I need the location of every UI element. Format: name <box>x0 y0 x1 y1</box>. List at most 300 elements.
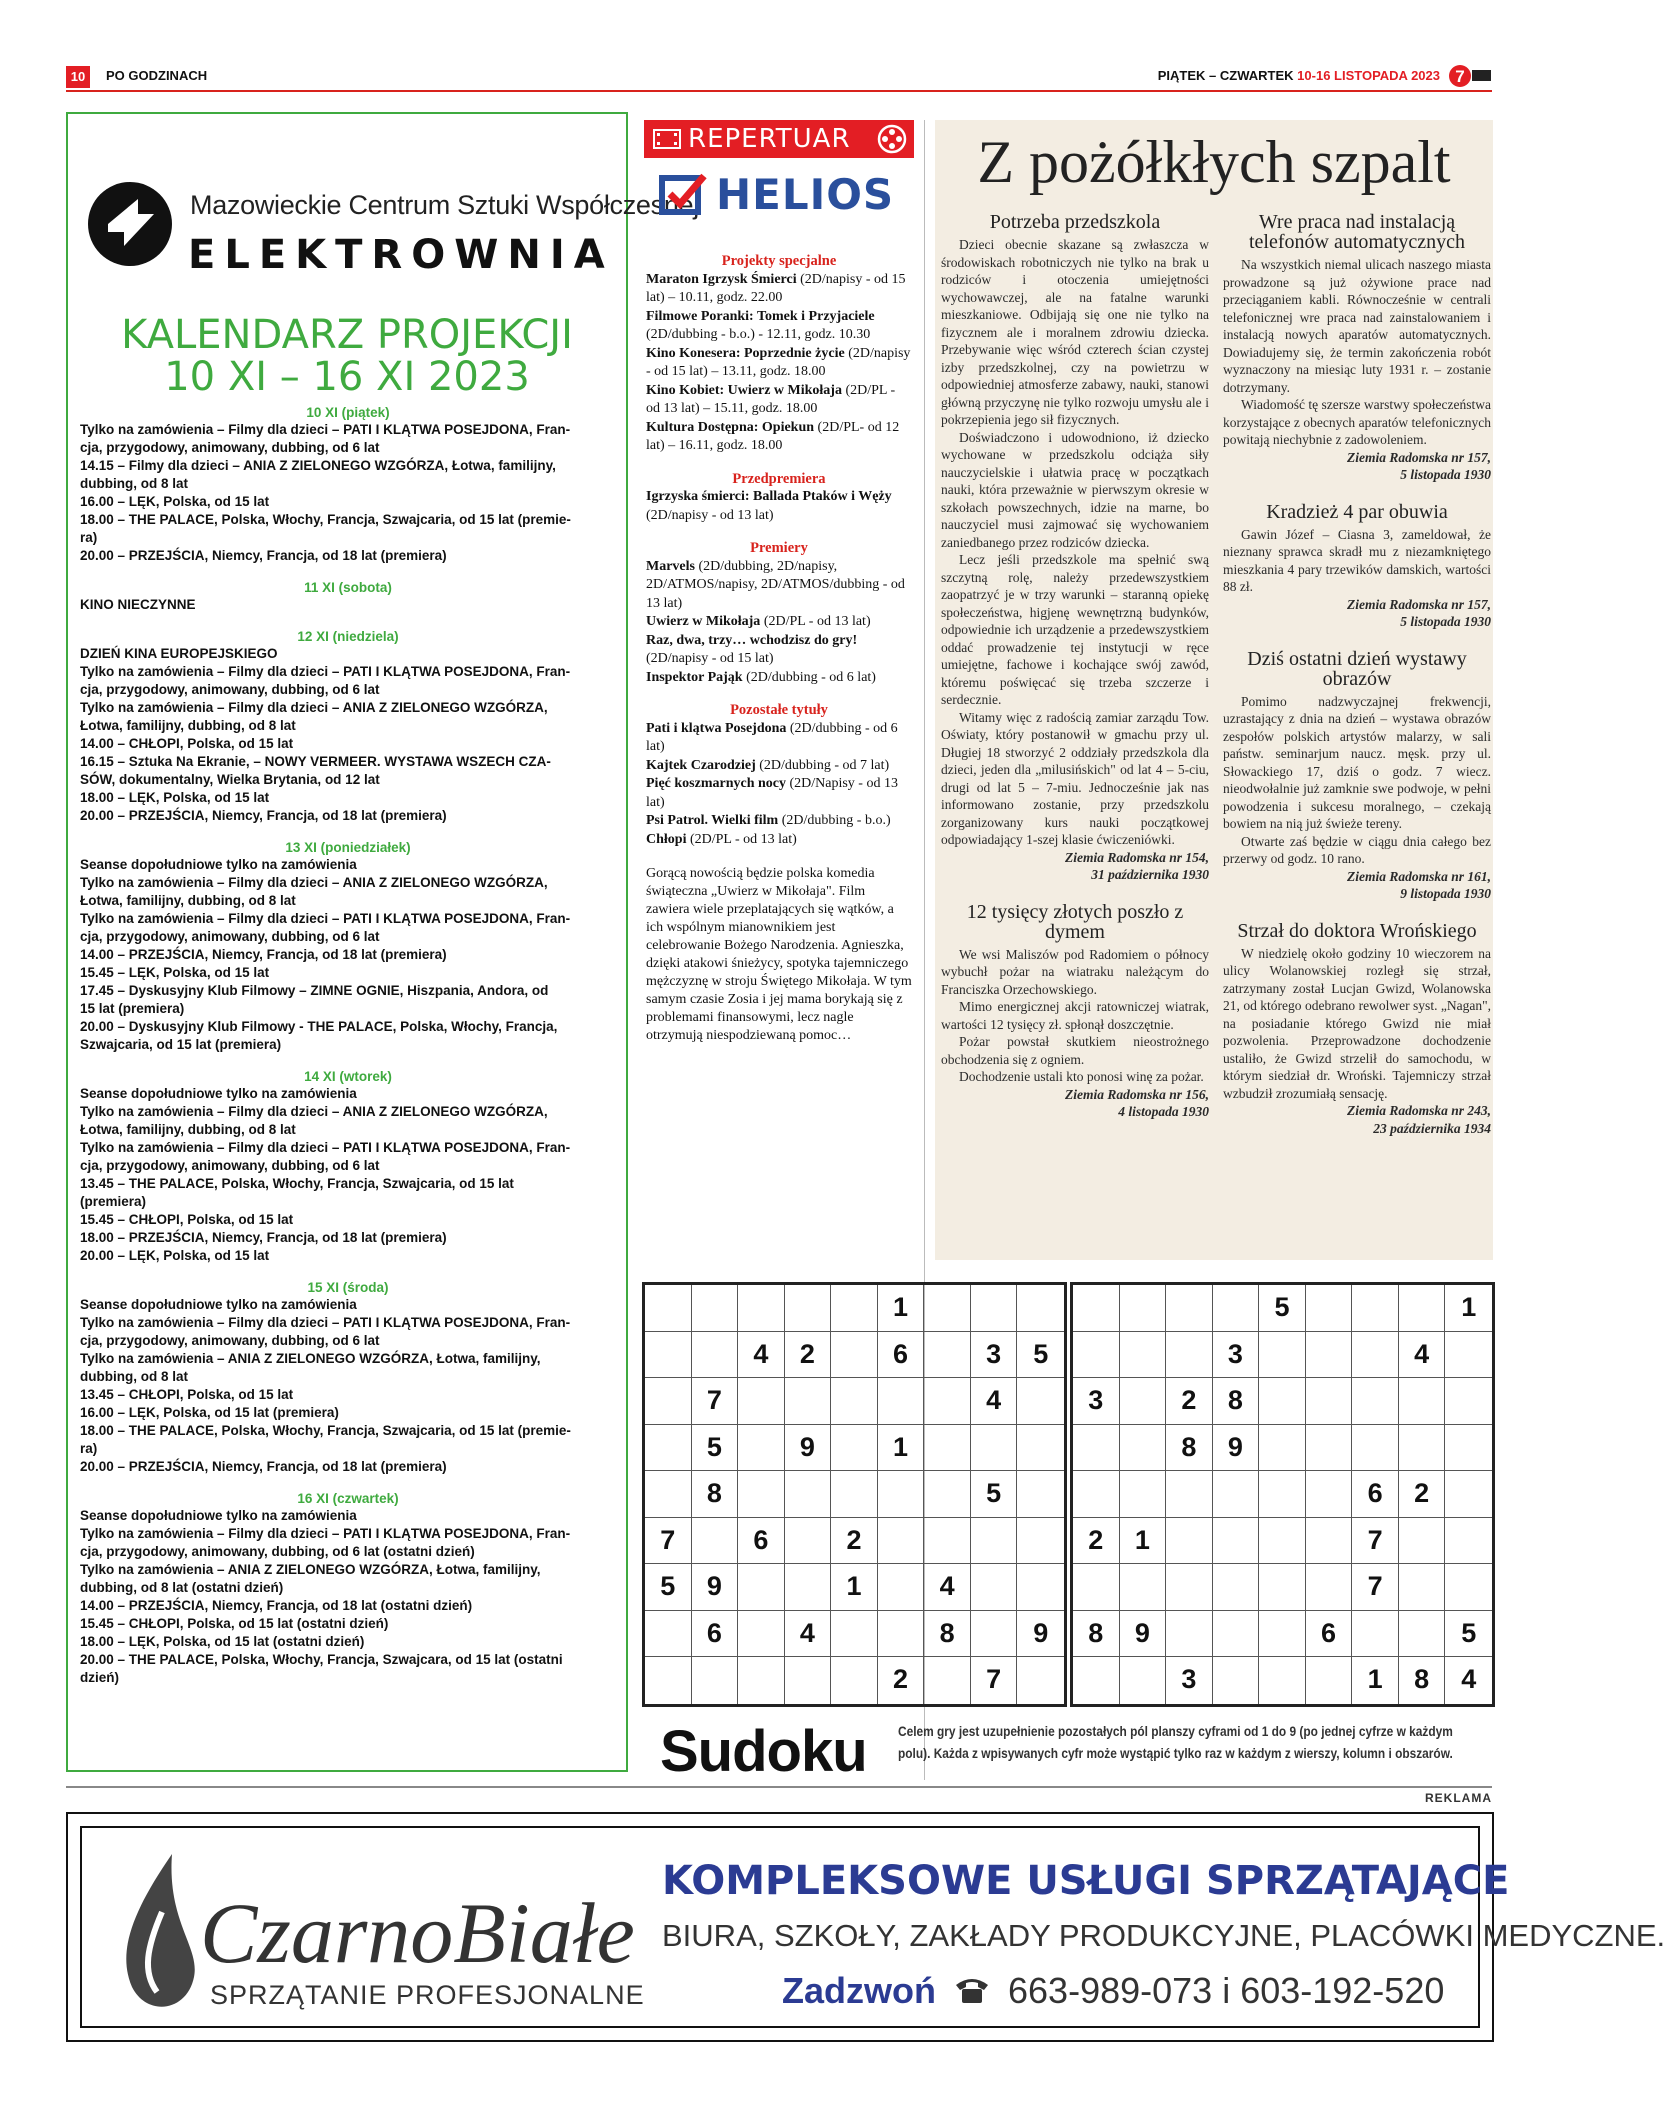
screening-line: 18.00 – THE PALACE, Polska, Włochy, Francja, Szwajcaria, od 15 lat (premie- <box>80 1423 571 1438</box>
sudoku-cell[interactable] <box>1259 1425 1306 1472</box>
movie-info: (2D/napisy - od 15 lat) <box>646 651 774 666</box>
sudoku-cell[interactable] <box>785 1564 832 1611</box>
sudoku-cell[interactable] <box>878 1611 925 1658</box>
screening-line: 14.00 – PRZEJŚCIA, Niemcy, Francja, od 18 lat (premiera) <box>80 947 447 962</box>
movie-title: Psi Patrol. Wielki film <box>646 813 779 828</box>
screening-line: Łotwa, familijny, dubbing, od 8 lat <box>80 893 296 908</box>
sudoku-cell[interactable] <box>692 1332 739 1379</box>
sudoku-cell[interactable] <box>1073 1425 1120 1472</box>
article-paragraph: Dzieci obecnie skazane są zwłaszcza w środowiskach robotniczych nie tylko na brak u rodziców i otoczenia umiejętności wychowawczej, ale na fatalne warunki mieszkaniowe. Odbijają się one nie tylko na fizycznem ale i moralnem zdrowiu dziecka. Przebywanie więc wśród czterech ścian czystej izby przedszkolnej, czy na powietrzu w odpowiedniej atmosferze zabawy, nauki, stanowi główną przyczynę nie tylko rozwoju umysłu ale i pokrzepienia jego sił fizycznych. <box>941 237 1209 427</box>
sudoku-cell[interactable] <box>971 1285 1018 1332</box>
sudoku-cell[interactable] <box>1306 1657 1353 1704</box>
sudoku-cell[interactable]: 7 <box>645 1518 692 1565</box>
sudoku-cell[interactable] <box>1445 1471 1492 1518</box>
sudoku-cell[interactable] <box>1306 1564 1353 1611</box>
sudoku-cell[interactable] <box>1259 1564 1306 1611</box>
sudoku-cell[interactable] <box>1259 1471 1306 1518</box>
calendar-title: KALENDARZ PROJEKCJI 10 XI – 16 XI 2023 <box>121 312 573 400</box>
sudoku-cell[interactable]: 4 <box>971 1378 1018 1425</box>
article-source <box>941 849 1209 884</box>
film-reel-icon <box>876 123 908 155</box>
screening-line: 15.45 – LĘK, Polska, od 15 lat <box>80 965 270 980</box>
movie-title: Igrzyska śmierci: Ballada Ptaków i Węży <box>646 489 892 504</box>
source-line: Ziemia Radomska nr 161, <box>1346 868 1491 884</box>
sudoku-cell[interactable] <box>1445 1332 1492 1379</box>
sudoku-cell[interactable]: 2 <box>1399 1471 1446 1518</box>
sudoku-rules: Celem gry jest uzupełnienie pozostałych pól planszy cyframi od 1 do 9 (po jednej cyfrze w każdym polu). Każda z wpisywanych cyfr może wystąpić tylko raz w każdym z wierszy, kolumn i obszarów. <box>898 1723 1453 1761</box>
screening-line: DZIEŃ KINA EUROPEJSKIEGO <box>80 646 278 661</box>
movie-title: Filmowe Poranki: Tomek i Przyjaciele <box>646 308 875 324</box>
article-heading: 12 tysięcy złotych poszło z dymem <box>966 900 1184 943</box>
screening-line: Seanse dopołudniowe tylko na zamówienia <box>80 1086 357 1101</box>
sudoku-cell[interactable] <box>1352 1425 1399 1472</box>
sudoku-cell[interactable]: 1 <box>1352 1657 1399 1704</box>
sudoku-cell[interactable] <box>785 1518 832 1565</box>
sudoku-cell[interactable] <box>1073 1471 1120 1518</box>
screening-line: ra) <box>80 1441 98 1456</box>
sudoku-cell[interactable] <box>738 1611 785 1658</box>
sudoku-cell[interactable]: 6 <box>692 1611 739 1658</box>
sudoku-cell[interactable] <box>1213 1285 1260 1332</box>
movie-info: (2D/dubbing - od 7 lat) <box>755 757 890 773</box>
sudoku-cell[interactable] <box>924 1332 971 1379</box>
sudoku-cell[interactable] <box>878 1564 925 1611</box>
article-paragraph: Wiadomość tę szersze warstwy społeczeństwa korzystające z obecnych aparatów telefonicznych powitają niechybnie z zadowoleniem. <box>1223 397 1491 447</box>
article-paragraph: Gawin Józef – Ciasna 3, zameldował, że nieznany sprawca skradł mu z niezamkniętego mieszkania 4 pary trzewików damskich, wartości 88 zł. <box>1223 526 1491 594</box>
sudoku-cell[interactable]: 9 <box>692 1564 739 1611</box>
source-line: 9 listopada 1930 <box>1400 886 1491 901</box>
movie-info: (2D/napisy - od 15 lat) – 10.11, godz. 22.00 <box>646 271 906 305</box>
sudoku-cell[interactable] <box>1213 1657 1260 1704</box>
movie-title: Pięć koszmarnych nocy <box>646 776 786 791</box>
sudoku-cell[interactable] <box>924 1285 971 1332</box>
movie-title: Kino Konesera: Poprzednie życie <box>646 345 845 361</box>
screening-line: Łotwa, familijny, dubbing, od 8 lat <box>80 718 296 733</box>
screening-line: cja, przygodowy, animowany, dubbing, od 6 lat <box>80 682 380 697</box>
day-heading: 16 XI (czwartek) <box>297 1491 399 1506</box>
sudoku-cell[interactable]: 3 <box>1073 1378 1120 1425</box>
advertisement <box>66 1812 1665 2042</box>
source-line: Ziemia Radomska nr 154, <box>1064 849 1209 865</box>
sudoku-cell[interactable]: 7 <box>971 1657 1018 1704</box>
screening-line: 15 lat (premiera) <box>80 1001 185 1016</box>
sudoku-cell[interactable]: 8 <box>1399 1657 1446 1704</box>
screening-line: 16.15 – Sztuka Na Ekranie, – NOWY VERMEER. WYSTAWA WSZECH CZA- <box>80 754 551 769</box>
sudoku-cell[interactable] <box>1120 1378 1167 1425</box>
sudoku-cell[interactable]: 3 <box>1213 1332 1260 1379</box>
screening-line: Szwajcaria, od 15 lat (premiera) <box>80 1037 282 1052</box>
sudoku-cell[interactable]: 4 <box>785 1611 832 1658</box>
screening-line: Tylko na zamówienia – ANIA Z ZIELONEGO WZGÓRZA, Łotwa, familijny, <box>80 1562 541 1577</box>
article-heading: Dziś ostatni dzień wystawy obrazów <box>1247 647 1467 690</box>
sudoku-cell[interactable] <box>831 1332 878 1379</box>
sudoku-cell[interactable]: 4 <box>738 1332 785 1379</box>
sudoku-cell[interactable] <box>645 1425 692 1472</box>
article-source <box>1223 596 1491 631</box>
sudoku-cell[interactable]: 2 <box>785 1332 832 1379</box>
film-icon <box>652 124 682 154</box>
sudoku-cell[interactable]: 6 <box>1306 1611 1353 1658</box>
article-source <box>1223 868 1491 903</box>
sudoku-cell[interactable] <box>924 1378 971 1425</box>
repertoire-item <box>646 345 912 382</box>
movie-info: (2D/dubbing, 2D/napisy, 2D/ATMOS/napisy, 2D/ATMOS/dubbing - od 13 lat) <box>646 558 905 611</box>
sudoku-cell[interactable] <box>878 1378 925 1425</box>
sudoku-cell[interactable]: 4 <box>1461 1664 1477 1695</box>
sudoku-cell[interactable] <box>1306 1518 1353 1565</box>
movie-info: (2D/Napisy - od 13 lat) <box>646 776 898 810</box>
source-line: 23 października 1934 <box>1373 1120 1491 1136</box>
screening-line: cja, przygodowy, animowany, dubbing, od 6 lat <box>80 1333 380 1348</box>
screening-line: 20.00 – PRZEJŚCIA, Niemcy, Francja, od 18 lat (premiera) <box>80 548 447 563</box>
sudoku-cell[interactable] <box>738 1657 785 1704</box>
screening-line: cja, przygodowy, animowany, dubbing, od 6 lat <box>80 1158 380 1173</box>
sudoku-cell[interactable]: 9 <box>785 1425 832 1472</box>
sudoku-cell[interactable] <box>1445 1564 1492 1611</box>
sudoku-cell[interactable] <box>692 1657 739 1704</box>
screening-line: dubbing, od 8 lat <box>80 476 188 491</box>
sudoku-cell[interactable] <box>645 1378 692 1425</box>
screening-line: KINO NIECZYNNE <box>80 597 196 612</box>
sudoku-cell[interactable]: 2 <box>878 1657 925 1704</box>
sudoku-cell[interactable] <box>1073 1564 1120 1611</box>
publication-logo-icon <box>1446 64 1492 88</box>
screening-line: 18.00 – LĘK, Polska, od 15 lat <box>80 790 270 805</box>
sudoku-cell[interactable]: 1 <box>1120 1518 1167 1565</box>
page-header <box>66 64 1492 92</box>
sudoku-cell[interactable] <box>1399 1378 1446 1425</box>
sudoku-cell[interactable] <box>1120 1657 1167 1704</box>
sudoku-cell[interactable] <box>692 1285 739 1332</box>
org-brand: ELEKTROWNIA <box>188 232 614 278</box>
sudoku-cell[interactable] <box>645 1471 692 1518</box>
screening-line: SÓW, dokumentalny, Wielka Brytania, od 12 lat <box>80 772 380 787</box>
sudoku-cell[interactable]: 2 <box>831 1518 878 1565</box>
sudoku-cell[interactable] <box>1259 1657 1306 1704</box>
issue-date: PIĄTEK – CZWARTEK 10-16 LISTOPADA 2023 <box>1157 68 1440 83</box>
sudoku-cell[interactable] <box>1120 1285 1167 1332</box>
screening-line: 15.45 – CHŁOPI, Polska, od 15 lat <box>80 1212 294 1227</box>
sudoku-cell[interactable]: 7 <box>1352 1564 1399 1611</box>
sudoku-cell[interactable] <box>738 1285 785 1332</box>
sudoku-cell[interactable] <box>1352 1332 1399 1379</box>
repertoire-item <box>646 419 912 456</box>
screening-line: 16.00 – LĘK, Polska, od 15 lat <box>80 494 270 509</box>
elektrownia-logo <box>80 174 699 284</box>
sudoku-cell[interactable] <box>785 1471 832 1518</box>
sudoku-cell[interactable] <box>831 1471 878 1518</box>
source-line: Ziemia Radomska nr 243, <box>1346 1103 1491 1118</box>
article-paragraph: W niedzielę około godziny 10 wieczorem na ulicy Wolanowskiej rozległ się strzał, zatrzymany został Lucjan Gwizd, Wolanowska 21, od którego odebrano rewolwer syst. „Nagan", na posiadanie którego Gwizd nie miał pozwolenia. Przeprowadzone dochodzenie ustaliło, że Gwizd strzelił do samochodu, w którym siedział dr. Wroński. Tajemniczy strzał wzbudził zrozumiałą sensację. <box>1223 945 1491 1101</box>
sudoku-cell[interactable] <box>924 1471 971 1518</box>
sudoku-cell[interactable] <box>971 1611 1018 1658</box>
cinema-name: HELIOS <box>716 170 895 219</box>
sudoku-cell[interactable]: 1 <box>1445 1285 1492 1332</box>
sudoku-cell[interactable]: 5 <box>1445 1611 1492 1658</box>
sudoku-cell[interactable] <box>1166 1332 1213 1379</box>
screening-line: 20.00 – PRZEJŚCIA, Niemcy, Francja, od 18 lat (premiera) <box>80 808 447 823</box>
repertoire-item <box>646 308 912 345</box>
screening-line: Tylko na zamówienia – Filmy dla dzieci – PATI I KLĄTWA POSEJDONA, Fran- <box>80 1140 571 1155</box>
sudoku-cell[interactable] <box>831 1378 878 1425</box>
sudoku-cell[interactable]: 7 <box>1352 1518 1399 1565</box>
article-paragraph: Otwarte zaś będzie w ciągu dnia całego bez przerwy od godz. 10 rano. <box>1223 833 1491 866</box>
movie-info: (2D/dubbing - od 6 lat) <box>646 720 898 754</box>
sudoku-cell[interactable]: 4 <box>1399 1332 1446 1379</box>
sudoku-cell[interactable] <box>1306 1378 1353 1425</box>
sudoku-cell[interactable]: 8 <box>692 1471 739 1518</box>
sudoku-cell[interactable]: 2 <box>1166 1378 1213 1425</box>
repertoire-item <box>646 632 912 669</box>
sudoku-cell[interactable]: 8 <box>924 1611 971 1658</box>
sudoku-cell[interactable]: 5 <box>1259 1285 1306 1332</box>
sudoku-cell[interactable] <box>1213 1518 1260 1565</box>
article-paragraph: We wsi Maliszów pod Radomiem o północy wybuchł pożar na wiatraku należącym do Franciszka Orzechowskiego. <box>941 946 1209 997</box>
sudoku-cell[interactable] <box>831 1657 878 1704</box>
repertoire-group-heading: Pozostałe tytuły <box>730 702 828 718</box>
sudoku-cell[interactable] <box>1073 1332 1120 1379</box>
sudoku-cell[interactable] <box>1445 1518 1492 1565</box>
sudoku-cell[interactable] <box>1399 1425 1446 1472</box>
ad-brand: CzarnoBiałe <box>200 1885 635 1981</box>
sudoku-cell[interactable] <box>1120 1425 1167 1472</box>
sudoku-cell[interactable]: 1 <box>878 1285 925 1332</box>
sudoku-cell[interactable] <box>924 1518 971 1565</box>
screening-line: cja, przygodowy, animowany, dubbing, od 6 lat <box>80 929 380 944</box>
repertoire-item <box>646 757 912 776</box>
sudoku-cell[interactable] <box>1166 1471 1213 1518</box>
sudoku-cell[interactable] <box>1073 1285 1120 1332</box>
repertoire-description: Gorącą nowością będzie polska komedia świąteczna „Uwierz w Mikołaja". Film zawiera wiele przeplatających się wątków, a ich wspólnym mianownikiem jest celebrowanie Bożego Narodzenia. Agnieszka, dzięki atakowi śnieżycy, spotyka tajemniczego mężczyznę w stroju Świętego Mikołaja. W tym samym czasie Zosia i jej mama borykają się z problemami finansowymi, lecz nagle otrzymują niespodziewaną pomoc… <box>646 866 912 1043</box>
sudoku-cell[interactable] <box>1306 1332 1353 1379</box>
sudoku-cell[interactable] <box>831 1611 878 1658</box>
sudoku-cell[interactable]: 9 <box>1017 1611 1064 1658</box>
archive-section <box>935 120 1493 1260</box>
sudoku-cell[interactable]: 3 <box>971 1332 1018 1379</box>
sudoku-title: Sudoku <box>660 1719 867 1784</box>
screening-line: Tylko na zamówienia – Filmy dla dzieci – PATI I KLĄTWA POSEJDONA, Fran- <box>80 911 571 926</box>
sudoku-cell[interactable] <box>1259 1611 1306 1658</box>
sudoku-cell[interactable] <box>1259 1518 1306 1565</box>
sudoku-cell[interactable] <box>831 1285 878 1332</box>
sudoku-grid-1 <box>642 1282 1067 1707</box>
sudoku-cell[interactable] <box>831 1425 878 1472</box>
sudoku-cell[interactable] <box>1445 1378 1492 1425</box>
screening-line: Seanse dopołudniowe tylko na zamówienia <box>80 1508 357 1523</box>
repertoire-item <box>646 720 912 757</box>
sudoku-cell[interactable] <box>1399 1611 1446 1658</box>
sudoku-cell[interactable] <box>645 1332 692 1379</box>
sudoku-cell[interactable] <box>1017 1564 1064 1611</box>
sudoku-cell[interactable] <box>1017 1285 1064 1332</box>
movie-title: Kino Kobiet: Uwierz w Mikołaja <box>646 382 842 398</box>
sudoku-cell[interactable] <box>738 1378 785 1425</box>
day-heading: 14 XI (wtorek) <box>304 1069 392 1084</box>
sudoku-cell[interactable] <box>1259 1378 1306 1425</box>
sudoku-cell[interactable] <box>878 1518 925 1565</box>
movie-info: (2D/napisy - od 13 lat) <box>646 507 774 523</box>
sudoku-cell[interactable] <box>878 1471 925 1518</box>
archive-column-2 <box>1223 212 1491 1155</box>
sudoku-cell[interactable]: 3 <box>1166 1657 1213 1704</box>
article-heading: Potrzeba przedszkola <box>989 211 1161 233</box>
sudoku-cell[interactable] <box>1166 1518 1213 1565</box>
day-heading: 13 XI (poniedziałek) <box>285 840 411 855</box>
source-line: 5 listopada 1930 <box>1400 467 1491 482</box>
sudoku-cell[interactable]: 6 <box>878 1332 925 1379</box>
sudoku-cell[interactable]: 9 <box>1120 1611 1167 1658</box>
movie-info: (2D/PL- od 12 lat) – 16.11, godz. 18.00 <box>646 419 900 453</box>
drop-logo-icon <box>112 1852 202 2022</box>
sudoku-cell[interactable]: 6 <box>738 1518 785 1565</box>
movie-title: Inspektor Pająk <box>646 669 743 685</box>
repertoire-list <box>646 252 912 1045</box>
sudoku-cell[interactable] <box>645 1285 692 1332</box>
screening-line: 20.00 – PRZEJŚCIA, Niemcy, Francja, od 18 lat (premiera) <box>80 1459 447 1474</box>
sudoku-cell[interactable] <box>1017 1425 1064 1472</box>
ad-brand-sub: SPRZĄTANIE PROFESJONALNE <box>210 1980 645 2010</box>
sudoku-cell[interactable]: 7 <box>692 1378 739 1425</box>
screening-line: Tylko na zamówienia – Filmy dla dzieci – ANIA Z ZIELONEGO WZGÓRZA, <box>80 700 548 715</box>
screening-line: Łotwa, familijny, dubbing, od 8 lat <box>80 1122 296 1137</box>
screening-line: Tylko na zamówienia – Filmy dla dzieci – PATI I KLĄTWA POSEJDONA, Fran- <box>80 422 571 437</box>
screening-line: 14.00 – PRZEJŚCIA, Niemcy, Francja, od 18 lat (ostatni dzień) <box>80 1598 473 1613</box>
sudoku-cell[interactable] <box>1306 1471 1353 1518</box>
sudoku-cell[interactable] <box>692 1518 739 1565</box>
helios-check-icon <box>660 174 708 216</box>
movie-title: Kajtek Czarodziej <box>646 757 756 773</box>
repertoire-item <box>646 488 912 525</box>
sudoku-cell[interactable] <box>1166 1611 1213 1658</box>
repertoire-item <box>646 613 912 632</box>
movie-title: Pati i klątwa Posejdona <box>646 720 787 736</box>
day-heading: 10 XI (piątek) <box>306 405 390 420</box>
screening-line: cja, przygodowy, animowany, dubbing, od 6 lat <box>80 440 380 455</box>
sudoku-cell[interactable] <box>738 1564 785 1611</box>
screening-line: Seanse dopołudniowe tylko na zamówienia <box>80 1297 357 1312</box>
screening-line: Tylko na zamówienia – ANIA Z ZIELONEGO WZGÓRZA, Łotwa, familijny, <box>80 1351 541 1366</box>
sudoku-cell[interactable] <box>1213 1564 1260 1611</box>
sudoku-cell[interactable] <box>1352 1285 1399 1332</box>
sudoku-cell[interactable] <box>1120 1564 1167 1611</box>
repertoire-item <box>646 382 912 419</box>
article-paragraph: Na wszystkich niemal ulicach naszego miasta prowadzone są już ożywione prace nad przeciąganiem kabli. Równocześnie w centrali telefonicznej wre praca nad zainstalowaniem i instalacją nowych aparatów automatycznych. Dowiadujemy się, że termin zakończenia robót wyznaczony na miesiąc luty 1931 r. – zostanie dotrzymany. <box>1223 257 1491 395</box>
movie-info: (2D/PL - od 13 lat) <box>760 614 871 629</box>
screening-line: 14.00 – CHŁOPI, Polska, od 15 lat <box>80 736 294 751</box>
sudoku-cell[interactable] <box>1352 1611 1399 1658</box>
screening-line: 20.00 – THE PALACE, Polska, Włochy, Francja, Szwajcara, od 15 lat (ostatni <box>80 1652 563 1667</box>
sudoku-cell[interactable]: 8 <box>1213 1378 1260 1425</box>
sudoku-cell[interactable] <box>1399 1285 1446 1332</box>
day-heading: 15 XI (środa) <box>307 1280 389 1295</box>
sudoku-cell[interactable] <box>971 1518 1018 1565</box>
sudoku-cell[interactable]: 2 <box>1073 1518 1120 1565</box>
sudoku-cell[interactable] <box>1306 1425 1353 1472</box>
sudoku-cell[interactable] <box>1399 1518 1446 1565</box>
movie-title: Maraton Igrzysk Śmierci <box>646 271 797 287</box>
article-source <box>1223 449 1491 484</box>
svg-text:7: 7 <box>1455 67 1465 86</box>
repertoire-item <box>646 831 912 850</box>
source-line: Ziemia Radomska nr 157, <box>1346 596 1491 612</box>
sudoku-cell[interactable] <box>1166 1285 1213 1332</box>
sudoku-cell[interactable]: 8 <box>1073 1611 1120 1658</box>
screening-line: ra) <box>80 530 98 545</box>
sudoku-cell[interactable] <box>924 1425 971 1472</box>
article-heading: Wre praca nad instalacją telefonów automatycznych <box>1248 211 1466 253</box>
sudoku-cell[interactable] <box>1213 1611 1260 1658</box>
sudoku-cell[interactable] <box>1259 1332 1306 1379</box>
repertoire-item <box>646 271 912 308</box>
sudoku-cell[interactable] <box>971 1425 1018 1472</box>
sudoku-cell[interactable] <box>645 1657 692 1704</box>
screening-line: Tylko na zamówienia – Filmy dla dzieci – ANIA Z ZIELONEGO WZGÓRZA, <box>80 1104 548 1119</box>
screening-line: 13.45 – CHŁOPI, Polska, od 15 lat <box>80 1387 294 1402</box>
article-heading: Strzał do doktora Wrońskiego <box>1237 919 1477 942</box>
org-name: Mazowieckie Centrum Sztuki Współczesnej <box>190 190 699 220</box>
screening-line: dubbing, od 8 lat <box>80 1369 188 1384</box>
article-paragraph: Lecz jeśli przedszkole ma spełnić swą szczytną rolę, należy przedewszystkiem zaopatrzyć je w trzy warunki – staranną opiekę społeczeństwa, higjenę wewnętrzną budynków, odpowiednie ich urządzenie a przedewszystkiem oddać prowadzenie tej instytucji w ręce umiejętne, fachowe i kochające swój zawód, któremu poświęcać się trzeba szczerze i serdecznie. <box>941 552 1209 707</box>
screening-line: 14.15 – Filmy dla dzieci – ANIA Z ZIELONEGO WZGÓRZA, Łotwa, familijny, <box>80 458 556 473</box>
sudoku-cell[interactable]: 6 <box>1352 1471 1399 1518</box>
screening-line: 17.45 – Dyskusyjny Klub Filmowy – ZIMNE OGNIE, Hiszpania, Andora, od <box>80 983 549 998</box>
article-source <box>1223 1102 1491 1137</box>
sudoku-cell[interactable] <box>1017 1378 1064 1425</box>
sudoku-cell[interactable]: 5 <box>1017 1332 1064 1379</box>
sudoku-cell[interactable] <box>1073 1657 1120 1704</box>
sudoku-cell[interactable] <box>1120 1332 1167 1379</box>
sudoku-cell[interactable] <box>645 1611 692 1658</box>
sudoku-cell[interactable]: 4 <box>924 1564 971 1611</box>
phone-icon <box>952 1975 992 2005</box>
sudoku-cell[interactable] <box>785 1657 832 1704</box>
sudoku-cell[interactable] <box>785 1285 832 1332</box>
sudoku-cell[interactable] <box>971 1564 1018 1611</box>
movie-title: Kultura Dostępna: Opiekun <box>646 419 815 435</box>
sudoku-cell[interactable] <box>924 1657 971 1704</box>
ad-divider <box>66 1786 1492 1788</box>
sudoku-cell[interactable]: 8 <box>1166 1425 1213 1472</box>
repertoire-item <box>646 812 912 831</box>
sudoku-cell[interactable]: 5 <box>971 1471 1018 1518</box>
sudoku-cell[interactable] <box>1017 1518 1064 1565</box>
sudoku-cell[interactable] <box>785 1378 832 1425</box>
sudoku-cell[interactable]: 5 <box>692 1425 739 1472</box>
screening-line: 18.00 – THE PALACE, Polska, Włochy, Francja, Szwajcaria, od 15 lat (premie- <box>80 512 571 527</box>
repertoire-item <box>646 669 912 688</box>
movie-info: (2D/PL - od 13 lat) – 15.11, godz. 18.00 <box>646 382 896 416</box>
sudoku-cell[interactable] <box>1166 1564 1213 1611</box>
sudoku-cell[interactable] <box>1445 1425 1492 1472</box>
screening-line: Tylko na zamówienia – Filmy dla dzieci – PATI I KLĄTWA POSEJDONA, Fran- <box>80 1315 571 1330</box>
sudoku-cell[interactable]: 1 <box>878 1425 925 1472</box>
sudoku-cell[interactable] <box>1017 1471 1064 1518</box>
screening-line: 20.00 – Dyskusyjny Klub Filmowy - THE PALACE, Polska, Włochy, Francja, <box>80 1019 558 1034</box>
sudoku-cell[interactable] <box>738 1471 785 1518</box>
sudoku-cell[interactable] <box>1399 1564 1446 1611</box>
sudoku-cell[interactable]: 9 <box>1213 1425 1260 1472</box>
sudoku-cell[interactable]: 5 <box>645 1564 692 1611</box>
sudoku-cell[interactable] <box>1213 1471 1260 1518</box>
helios-logo <box>660 172 900 218</box>
sudoku-cell[interactable]: 1 <box>831 1564 878 1611</box>
screening-line: 20.00 – LĘK, Polska, od 15 lat <box>80 1248 270 1263</box>
sudoku-cell[interactable] <box>1017 1657 1064 1704</box>
sudoku-cell[interactable] <box>738 1425 785 1472</box>
sudoku-cell[interactable] <box>1352 1378 1399 1425</box>
sudoku-cell[interactable] <box>1306 1285 1353 1332</box>
sudoku-cell[interactable] <box>1120 1471 1167 1518</box>
